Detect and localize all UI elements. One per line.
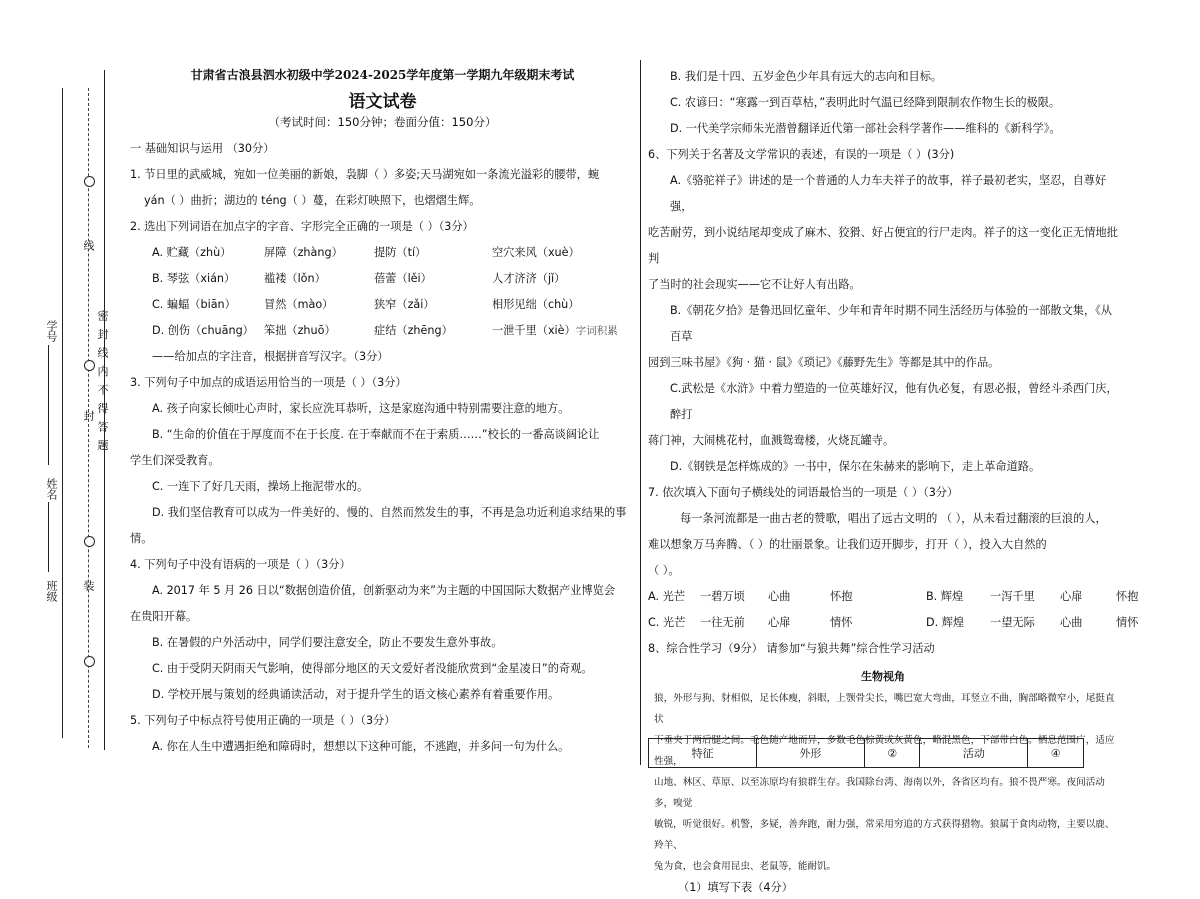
question-5-a: A. 你在人生中遭遇拒绝和障碍时，想想以下这种可能，不逃跑，并多问一句为什么。 [152,740,570,753]
left-column [130,56,635,760]
class-label: 班级 [45,580,58,602]
bio-line: 下垂夹于两后腿之间。毛色随产地而异，多数毛色棕黄或灰黄色，略混黑色，下部带白色。栖息范围广，适应性强， [654,735,1115,767]
question-8: 8、综合性学习（9分） 请参加“与狼共舞”综合性学习活动 [648,642,935,655]
school-title: 甘肃省古浪县泗水初级中学2024-2025学年度第一学期九年级期末考试 [190,68,575,82]
option-d-4: 一泄千里（xiè）字词积累 [492,324,618,337]
option-c-3: 狭窄（zǎi） [374,298,435,311]
question-6: 6、下列关于名著及文学常识的表述，有误的一项是（ ）(3分) [648,148,955,161]
margin-outer-line [62,88,63,738]
right-column [648,64,1139,899]
bio-section-title: 生物视角 [861,670,905,683]
seal-char-zhuang: 线 [82,240,95,251]
q7-option: A. 光芒 [648,590,685,603]
question-4-a-cont: 在贵阳开幕。 [130,610,198,623]
question-7-options-row2 [648,610,1139,636]
q7-option: B. 辉煌 [926,590,964,603]
column-divider [640,60,641,765]
bio-line: 狼，外形与狗、豺相似，足长体瘦，斜眼，上颚骨尖长，嘴巴宽大弯曲，耳竖立不曲，胸部略微窄小，尾挺直状 [654,693,1115,725]
name-field [48,502,49,572]
q7-option: 一往无前 [700,616,745,629]
option-a-4: 空穴来风（xuè） [492,246,580,259]
question-4-b: B. 在暑假的户外活动中，同学们要注意安全，防止不要发生意外事故。 [152,636,503,649]
question-5-d: D. 一代美学宗师朱光潜曾翻译近代第一部社会科学著作——维科的《新科学》。 [670,122,1061,135]
question-6-a: A.《骆驼祥子》讲述的是一个普通的人力车夫祥子的故事，祥子最初老实，坚忍，自尊好强， [670,174,1107,213]
question-4-c: C. 由于受阴天阴雨天气影响，使得部分地区的天文爱好者没能欣赏到“金星凌日”的奇观。 [152,662,593,675]
table-cell: ② [864,739,920,768]
question-3-b: B. “生命的价值在于厚度而不在于长度. 在于奉献而不在于索质……”校长的一番高谈阔论让 [152,428,600,441]
option-a-1: A. 贮藏（zhù） [152,246,232,259]
paper-title: 语文试卷 [348,92,417,112]
q7-option: 一望无际 [990,616,1035,629]
question-3-d-cont: 情。 [130,532,153,545]
seal-notice: 密 封 线 内 不 得 答 题 [96,310,109,453]
q7-option: 怀抱 [830,590,853,603]
section-heading: 一 基础知识与运用 （30分） [130,142,275,155]
option-d-1: D. 创伤（chuāng） [152,324,254,337]
question-6-a-cont2: 了当时的社会现实——它不让好人有出路。 [648,278,861,291]
option-b-1: B. 琴弦（xián） [152,272,236,285]
question-6-b-cont: 园到三味书屋》《狗 · 猫 · 鼠》《琐记》《藤野先生》等都是其中的作品。 [648,356,1000,369]
student-id-field [48,345,49,465]
binding-hole [84,656,95,667]
option-c-2: 冒然（mào） [264,298,334,311]
q7-option: 一泻千里 [990,590,1035,603]
option-d-3: 症结（zhēng） [374,324,453,337]
bio-line: 兔为食，也会食用昆虫、老鼠等，能耐饥。 [654,861,837,872]
q7-option: C. 光芒 [648,616,686,629]
question-3-a: A. 孩子向家长倾吐心声时，家长应洗耳恭听，这是家庭沟通中特别需要注意的地方。 [152,402,570,415]
option-a-2: 屏障（zhàng） [264,246,343,259]
question-3: 3. 下列句子中加点的成语运用恰当的一项是（ ）（3分） [130,376,407,389]
question-5-c: C. 农谚曰：“寒露一到百草枯，”表明此时气温已经降到限制农作物生长的极限。 [670,96,1061,109]
question-3-c: C. 一连下了好几天雨，操场上拖泥带水的。 [152,480,369,493]
binding-hole [84,176,95,187]
binding-margin [0,0,115,831]
table-cell: 特征 [649,739,757,768]
question-6-c: C.武松是《水浒》中着力塑造的一位英雄好汉，他有仇必复，有恩必报，曾经斗杀西门庆，醉打 [670,382,1118,421]
exam-info: （考试时间：150分钟；卷面分值：150分） [268,115,497,129]
bio-line: 山地、林区、草原、以至冻原均有狼群生存。我国除台湾、海南以外，各省区均有。狼不畏严寒。夜间活动多，嗅觉 [654,777,1105,809]
q7-option: D. 辉煌 [926,616,965,629]
question-3-b-cont: 学生们深受教育。 [130,454,220,467]
student-id-label: 学号 [45,320,58,342]
table-cell: ④ [1028,739,1084,768]
question-6-b: B.《朝花夕拾》是鲁迅回忆童年、少年和青年时期不同生活经历与体验的一部散文集，《从百草 [670,304,1112,343]
question-3-d: D. 我们坚信教育可以成为一件美好的、慢的、自然而然发生的事，不再是急功近利追求结果的事 [152,506,627,519]
fill-table [648,738,1084,768]
bio-paragraph [648,688,1118,877]
q7-option: 心曲 [768,590,791,603]
q7-option: 情怀 [830,616,853,629]
q7-option: 一碧万顷 [700,590,745,603]
question-7-passage: 每一条河流都是一曲古老的赞歌，唱出了远古文明的 （ ），从未看过翻滚的巨浪的人， [680,512,1107,525]
question-4: 4. 下列句子中没有语病的一项是（ ）（3分） [130,558,351,571]
question-7-passage-cont: 难以想象万马奔腾、（ ）的壮丽景象。让我们迈开脚步，打开（ ），投入大自然的 [648,538,1047,551]
question-5-b: B. 我们是十四、五岁金色少年具有远大的志向和目标。 [670,70,943,83]
q7-option: 心曲 [1060,616,1083,629]
table-cell: 外形 [756,739,864,768]
name-label: 姓名 [45,478,58,500]
question-6-c-cont: 蒋门神，大闹桃花村，血溅鸳鸯楼，火烧瓦罐寺。 [648,434,895,447]
option-c-1: C. 蝙蝠（biān） [152,298,236,311]
question-6-a-cont: 吃苦耐劳，到小说结尾却变成了麻木、狡猾、好占便宜的行尸走肉。祥子的这一变化正无情地批判 [648,226,1118,265]
seal-char-xian: 装 [82,580,95,591]
question-1: 1. 节日里的武威城，宛如一位美丽的新娘，袅脚（ ）多姿;天马湖宛如一条流光溢彩的腰带，蜿 [130,168,600,181]
bio-line: 敏锐，听觉很好。机警，多疑，善奔跑，耐力强，常采用穷追的方式获得猎物。狼属于食肉动物，主要以鹿、羚羊、 [654,819,1115,851]
option-c-4: 相形见绌（chù） [492,298,580,311]
question-4-d: D. 学校开展与策划的经典诵读活动，对于提升学生的语文核心素养有着重要作用。 [152,688,560,701]
table-cell: 活动 [920,739,1028,768]
option-b-2: 褴褛（lǒn） [264,272,326,285]
option-a-3: 提防（tí） [374,246,427,259]
q7-option: 心扉 [768,616,791,629]
question-2-note: ——给加点的字注音，根据拼音写汉字。（3分） [152,350,389,363]
question-6-d: D.《钢铁是怎样炼成的》一书中，保尔在朱赫来的影响下，走上革命道路。 [670,460,1041,473]
q7-option: 心扉 [1060,590,1083,603]
fill-table-label: （1）填写下表（4分） [678,881,793,894]
word-tag: 字词积累 [575,325,618,337]
question-2-options [130,240,635,344]
question-7: 7. 依次填入下面句子横线处的词语最恰当的一项是（ ）（3分） [648,486,959,499]
q7-option: 怀抱 [1116,590,1139,603]
option-d-2: 笨拙（zhuō） [264,324,336,337]
question-7-passage-cont2: （ ）。 [648,564,680,577]
option-b-3: 蓓蕾（lěi） [374,272,432,285]
question-1-cont: yán（ ）曲折；湖边的 téng（ ）蔓，在彩灯映照下，也熠熠生辉。 [144,194,481,207]
question-5: 5. 下列句子中标点符号使用正确的一项是（ ）（3分） [130,714,396,727]
seal-char-feng: 封 [82,410,95,421]
question-7-options-row1 [648,584,1139,610]
option-b-4: 人才济济（jǐ） [492,272,566,285]
question-2: 2. 选出下列词语在加点字的字音、字形完全正确的一项是（ ）（3分） [130,220,474,233]
question-4-a: A. 2017 年 5 月 26 日以“数据创造价值，创新驱动为来”为主题的中国国际大数据产业博览会 [152,584,615,597]
q7-option: 情怀 [1116,616,1139,629]
